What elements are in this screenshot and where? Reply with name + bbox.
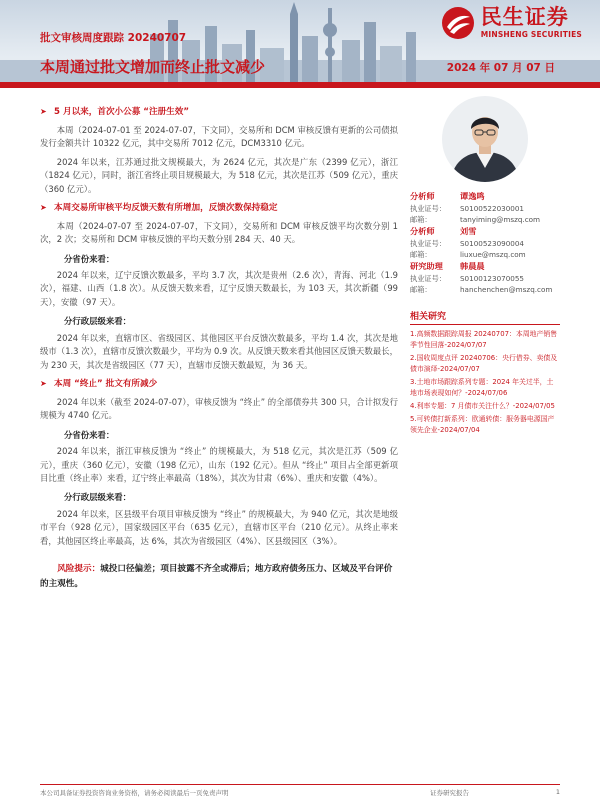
subheading: 分省份来看： <box>64 429 115 440</box>
analyst-role: 分析师 <box>410 191 435 201</box>
analyst-cert: S0100523090004 <box>460 238 525 248</box>
related-research-link[interactable]: 3.土地市场跟踪系列专题：2024 年关过半，土地市场表现如何？-2024/07/06 <box>410 378 554 398</box>
subheading: 分行政层级来看： <box>64 492 131 503</box>
avatar <box>442 96 528 182</box>
analyst-email[interactable]: tanyiming@mszq.com <box>460 214 541 224</box>
risk-label: 风险提示： <box>57 564 101 575</box>
analyst-email[interactable]: hanchenchen@mszq.com <box>460 284 553 294</box>
section-heading: ➤ 5 月以来，首次小公募 “注册生效” <box>40 107 189 117</box>
report-header <box>0 0 600 88</box>
page-number: 1 <box>555 788 560 796</box>
paragraph: 本周（2024-07-01 至 2024-07-07，下文同），交易所和 DCM 审核反馈有更新的公司债拟发行金额共计 10322 亿元，其中交易所 7012 亿元，DCM3310 亿元。 <box>40 124 398 149</box>
related-research-list <box>410 329 560 436</box>
risk-warning <box>40 562 398 591</box>
arrow-icon: ➤ <box>40 202 47 212</box>
report-date: 2024 年 07 月 07 日 <box>446 62 555 74</box>
analyst-cert: S0100123070055 <box>460 273 525 283</box>
paragraph: 2024 年以来（截至 2024-07-07），审核反馈为 “终止” 的全部债券共 300 只，合计拟发行规模为 4740 亿元。 <box>40 396 398 421</box>
related-research-title: 相关研究 <box>410 309 560 325</box>
main-content <box>40 100 398 591</box>
related-research-link[interactable]: 4.利率专题：7 月债市关注什么？-2024/07/05 <box>410 402 555 411</box>
footer-disclaimer: 本公司具备证券投资咨询业务资格，请务必阅读最后一页免责声明 <box>40 789 229 797</box>
paragraph: 2024 年以来，江苏通过批文规模最大，为 2624 亿元，其次是广东（2399 亿元），浙江（1824 亿元），同时，浙江省终止项目规模最大，为 518 亿元，其次是江苏（509 亿元），重庆（360 亿元）。 <box>40 156 398 194</box>
section-heading: ➤ 本周交易所审核平均反馈天数有所增加，反馈次数保持稳定 <box>40 202 278 213</box>
analyst-name: 韩晨晨 <box>460 261 485 272</box>
arrow-icon: ➤ <box>40 379 47 389</box>
analyst-role: 分析师 <box>410 226 435 237</box>
paragraph: 本周（2024-07-07 至 2024-07-07，下文同），交易所和 DCM 审核反馈平均次数分别 1 次，2 次；交易所和 DCM 审核反馈的平均天数分别 284 天、40 天。 <box>40 220 398 245</box>
page-footer <box>40 788 560 797</box>
analyst-list <box>410 190 560 295</box>
logo-english: MINSHENG SECURITIES <box>480 30 582 40</box>
risk-text: 城投口径偏差；项目披露不齐全或滞后；地方政府债务压力、区域及平台评价的主观性。 <box>40 564 393 589</box>
report-title: 本周通过批文增加而终止批文减少 <box>40 58 266 76</box>
analyst-name: 谭逸鸣 <box>460 191 485 201</box>
analyst-card: 分析师 谭逸鸣 执业证号： S0100522030001 邮箱： tanyiming@mszq.com <box>410 191 541 224</box>
section-heading: ➤ 本周 “终止” 批文有所减少 <box>40 379 158 390</box>
header-divider <box>0 82 600 88</box>
subheading: 分省份来看： <box>64 253 115 264</box>
analyst-card: 分析师 刘雪 执业证号： S0100523090004 邮箱： liuxue@mszq.com <box>410 226 526 259</box>
minsheng-logo <box>441 4 582 42</box>
analyst-cert: S0100522030001 <box>460 203 525 213</box>
analyst-role: 研究助理 <box>410 261 443 272</box>
sidebar <box>410 96 560 438</box>
report-series-label: 批文审核周度跟踪 20240707 <box>40 32 187 44</box>
paragraph: 2024 年以来，浙江审核反馈为 “终止” 的规模最大，为 518 亿元，其次是江苏（509 亿元），重庆（360 亿元），安徽（198 亿元），山东（192 亿元）。但从 “终止” 项目占全部更新项目比重（终止率）来看，辽宁终止率最高（18%），其次为甘肃（6%）、重庆和安徽（4%）。 <box>40 446 398 483</box>
related-research-link[interactable]: 5.可转债打新系列：欧通转债：服务器电源国产领先企业-2024/07/04 <box>410 415 555 435</box>
analyst-photo <box>442 96 528 182</box>
footer-doc-type: 证券研究报告 <box>430 789 469 797</box>
analyst-card: 研究助理 韩晨晨 执业证号： S0100123070055 邮箱： hanchenchen@mszq.com <box>410 261 553 294</box>
paragraph: 2024 年以来，区县级平台项目审核反馈为 “终止” 的规模最大，为 940 亿元，其次是地级市平台（928 亿元），国家级园区平台（635 亿元），直辖市区平台（210 亿元）。从终止率来看，其他园区终止率最高，达 6%，其次为省级园区（4%）、区县级园区（3%）。 <box>40 508 398 546</box>
paragraph: 2024 年以来，直辖市区、省级园区、其他园区平台反馈次数最多，平均 1.4 次，其次是地级市（1.3 次），直辖市反馈次数最少，平均为 0.9 次。从反馈天数来看其他园区反馈天数最长，为 230 天，其次是省级园区（77 天），直辖市反馈天数最短，为 36 天。 <box>40 332 398 370</box>
related-research-link[interactable]: 1.高频数据跟踪周报 20240707：本周地产销售季节性回落-2024/07/07 <box>410 330 558 350</box>
subheading: 分行政层级来看： <box>64 316 131 327</box>
analyst-email[interactable]: liuxue@mszq.com <box>460 249 526 259</box>
analyst-name: 刘雪 <box>460 226 477 237</box>
related-research-link[interactable]: 2.国收周度点评 20240706：央行借券、卖债及债市演绎-2024/07/07 <box>410 354 558 374</box>
minsheng-emblem-icon <box>441 6 475 40</box>
footer-divider <box>40 784 560 785</box>
logo-chinese: 民生证券 <box>480 5 569 30</box>
arrow-icon: ➤ <box>40 107 47 116</box>
paragraph: 2024 年以来，辽宁反馈次数最多，平均 3.7 次，其次是贵州（2.6 次），青海、河北（1.9 次），福建、山西（1.8 次）。从反馈天数来看，辽宁反馈天数最长，为 103 天，其次新疆（99 天），安徽（97 天）。 <box>40 270 398 307</box>
